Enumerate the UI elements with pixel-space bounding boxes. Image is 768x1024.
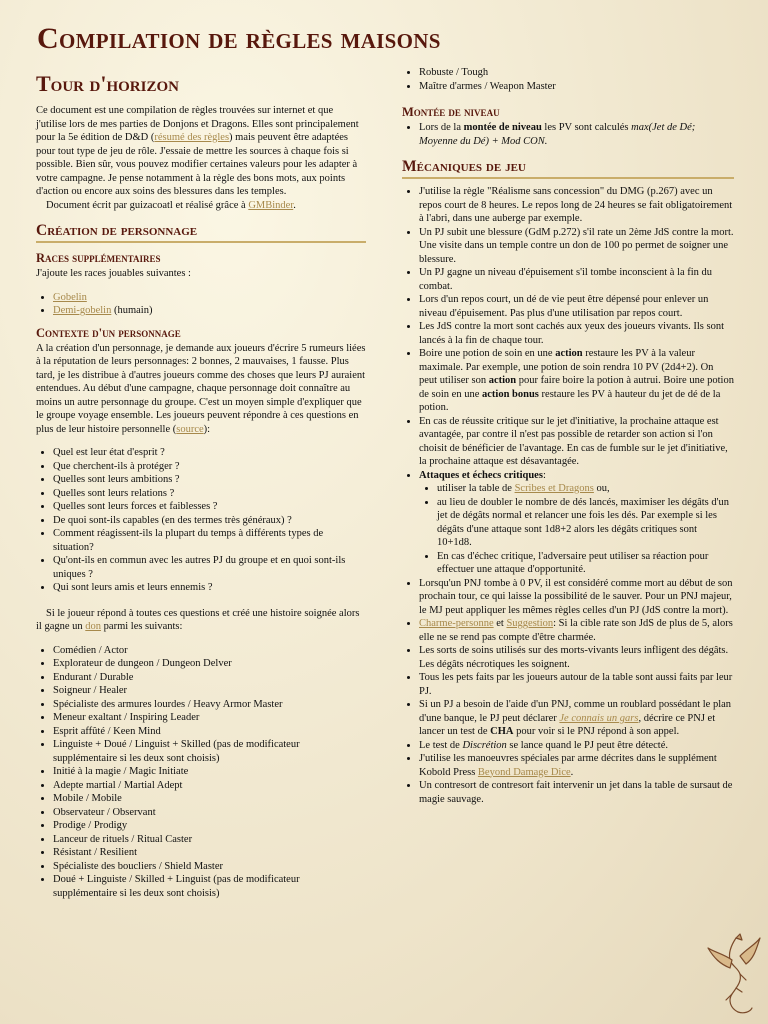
list-item: • Que cherchent-ils à protéger ? <box>53 460 366 474</box>
overview-heading: Tour d'horizon <box>36 71 179 96</box>
rules-summary-link[interactable]: résumé des règles <box>154 132 230 143</box>
list-item: • Esprit affûté / Keen Mind <box>53 725 366 739</box>
list-item: • Meneur exaltant / Inspiring Leader <box>53 711 366 725</box>
je-connais-un-gars-link[interactable]: Je connais un gars <box>559 712 639 724</box>
list-item: • Si un PJ a besoin de l'aide d'un PNJ, comme un roublard possédant le plan d'une banque, le PJ peut déclarer Je connais un gars, décrire ce PNJ et lancer un test de CHA pour voir si le PNJ répond à son appel. <box>419 698 734 739</box>
list-item: • Charme-personne et Suggestion: Si la cible rate son JdS de plus de 5, alors elle ne se rend pas compte d'être charmée. <box>419 617 734 644</box>
mechanics-heading: Mécaniques de jeu <box>402 158 734 179</box>
list-item: • Le test de Discrétion se lance quand le PJ peut être détecté. <box>419 739 734 753</box>
list-item: • Adepte martial / Martial Adept <box>53 779 366 793</box>
list-item: • Soigneur / Healer <box>53 684 366 698</box>
list-item: • Quel est leur état d'esprit ? <box>53 446 366 460</box>
don-link[interactable]: don <box>85 621 102 632</box>
left-column <box>36 66 366 904</box>
list-item: • au lieu de doubler le nombre de dés lancés, maximiser les dégâts d'un jet de dégâts normal et relancer une fois les dés. Par exemple si les dégâts d'une attaque sont 1d8+2 alors les dégâts critiques sont 10+1d8. <box>437 496 734 550</box>
context-paragraph: A la création d'un personnage, je demande aux joueurs d'écrire 5 rumeurs liées à la réputation de leurs personnages: 2 bonnes, 2 mauvaises, 1 fausse. Plus tard, je les distribue à d'autres joueurs comme des choses que leurs PJ auraient entendues. Au début d'une campagne, chaque personnage doit connaître au moins un autre personnage du groupe. C'est un moyen simple d'expliquer que le groupe voyage ensemble. Les joueurs peuvent répondre à ces questions en plus de leur histoire personnelle (source): <box>36 342 366 435</box>
gift-paragraph: Si le joueur répond à toutes ces questions et créé une histoire soignée alors il gagne un don parmi les suivants: <box>36 607 360 632</box>
list-item: • Lorsqu'un PNJ tombe à 0 PV, il est considéré comme mort au début de son prochain tour, ce qui laisse la possibilité de le sauver. Pour un PNJ majeur, le MJ peut appliquer les mêmes règles celles d'un PJ (JdS contre la mort). <box>419 577 734 618</box>
list-item: • Un PJ subit une blessure (GdM p.272) s'il rate un 2ème JdS contre la mort. Une visite dans un temple contre un don de 100 po permet de soigner une blessure. <box>419 226 734 267</box>
levelup-heading: Montée de niveau <box>402 105 500 119</box>
list-item: • Comment réagissent-ils la plupart du temps à différents types de situation? <box>53 527 366 554</box>
suggestion-link[interactable]: Suggestion <box>506 618 554 629</box>
list-item: • Un contresort de contresort fait intervenir un jet dans la table de sursaut de magie sauvage. <box>419 779 734 806</box>
author-paragraph: Document écrit par guizacoatl et réalisé grâce à GMBinder. <box>46 199 296 211</box>
mechanics-list <box>402 185 734 806</box>
source-link[interactable]: source <box>176 423 204 435</box>
feats-list <box>36 644 366 901</box>
list-item: • Lors de la montée de niveau les PV sont calculés max(Jet de Dé; Moyenne du Dé) + Mod CON. <box>419 121 734 148</box>
list-item: • De quoi sont-ils capables (en des termes très généraux) ? <box>53 514 366 528</box>
list-item: • Linguiste + Doué / Linguist + Skilled (pas de modificateur supplémentaire si les deux sont choisis) <box>53 738 366 765</box>
list-item: • Qui sont leurs amis et leurs ennemis ? <box>53 581 366 595</box>
list-item: • Robuste / Tough <box>419 66 734 80</box>
list-item: • Spécialiste des boucliers / Shield Master <box>53 860 366 874</box>
list-item: • Mobile / Mobile <box>53 792 366 806</box>
list-item: • Maître d'armes / Weapon Master <box>419 80 734 94</box>
list-item: • Initié à la magie / Magic Initiate <box>53 765 366 779</box>
gmbinder-link[interactable]: GMBinder <box>248 199 294 211</box>
gobelin-link[interactable]: Gobelin <box>53 291 87 303</box>
dragon-icon <box>706 930 762 1018</box>
races-heading: Races supplémentaires <box>36 251 161 265</box>
list-item: • J'utilise les manoeuvres spéciales par arme décrites dans le supplément Kobold Press Beyond Damage Dice. <box>419 752 734 779</box>
list-item: • Qu'ont-ils en commun avec les autres PJ du groupe et en quoi sont-ils uniques ? <box>53 554 366 581</box>
list-item: • utiliser la table de Scribes et Dragons ou, <box>437 482 734 496</box>
list-item: • Les JdS contre la mort sont cachés aux yeux des joueurs vivants. Ils sont lancés à la fin de chaque tour. <box>419 320 734 347</box>
charme-personne-link[interactable]: Charme-personne <box>419 618 494 629</box>
list-item: • Comédien / Actor <box>53 644 366 658</box>
creation-heading: Création de personnage <box>36 222 366 243</box>
list-item: • Lors d'un repos court, un dé de vie peut être dépensé pour enlever un niveau d'épuisement. Pas plus d'une utilisation par repos court. <box>419 293 734 320</box>
list-item: • Attaques et échecs critiques: • utiliser la table de Scribes et Dragons ou, • au lieu de doubler le nombre de dés lancés, maximiser les dégâts d'un jet de dégâts normal et relancer une fois les dés. Par exemple si les dégâts d'une attaque sont 1d8+2 alors les dégâts critiques sont 10+1d8. • En cas d'échec critique, l'adversaire peut utiliser sa réaction pour effectuer une attaque d'opportunité. <box>419 469 734 577</box>
demi-gobelin-link[interactable]: Demi-gobelin <box>53 305 112 316</box>
levelup-list <box>402 121 734 148</box>
list-item: • Demi-gobelin (humain) <box>53 304 366 318</box>
overview-paragraph: Ce document est une compilation de règles trouvées sur internet et que j'utilise lors de mes parties de Donjons et Dragons. Elles sont principalement pour la 5e édition de D&D (résumé des règles) mais peuvent être adaptées pour tout type de jeu de rôle. J'essaie de mettre les sources à chaque fois si possible. Bien sûr, vous pouvez modifier certaines valeurs pour les adapter à votre campagne. Je pense notamment à la règle des bons mots, aux points d'action ou encore aux soins des blessures dans les temples. <box>36 105 359 197</box>
list-item: • Endurant / Durable <box>53 671 366 685</box>
list-item: • J'utilise la règle "Réalisme sans concession" du DMG (p.267) avec un repos court de 8 heures. Le repos long de 24 heures se fait obligatoirement à l'abri, dans une auberge par exemple. <box>419 185 734 226</box>
list-item: • Tous les pets faits par les joueurs autour de la table sont aussi faits par leur PJ. <box>419 671 734 698</box>
list-item: • Doué + Linguiste / Skilled + Linguist (pas de modificateur supplémentaire si les deux sont choisis) <box>53 873 366 900</box>
right-column <box>402 66 734 810</box>
feats-list-continued <box>402 66 734 93</box>
list-item: • Prodige / Prodigy <box>53 819 366 833</box>
list-item: • Spécialiste des armures lourdes / Heavy Armor Master <box>53 698 366 712</box>
races-list <box>36 291 366 318</box>
list-item: • Quelles sont leurs forces et faiblesses ? <box>53 500 366 514</box>
list-item: • Résistant / Resilient <box>53 846 366 860</box>
beyond-damage-dice-link[interactable]: Beyond Damage Dice <box>477 766 571 778</box>
list-item: • Explorateur de dungeon / Dungeon Delver <box>53 657 366 671</box>
list-item: • Quelles sont leurs ambitions ? <box>53 473 366 487</box>
critical-sublist <box>419 482 734 577</box>
context-heading: Contexte d'un personnage <box>36 325 181 340</box>
list-item: • En cas d'échec critique, l'adversaire peut utiliser sa réaction pour effectuer une attaque d'opportunité. <box>437 550 734 577</box>
list-item: • Lanceur de rituels / Ritual Caster <box>53 833 366 847</box>
page-title: Compilation de règles maisons <box>37 22 441 55</box>
list-item: • Un PJ gagne un niveau d'épuisement s'il tombe inconscient à la fin du combat. <box>419 266 734 293</box>
list-item: • En cas de réussite critique sur le jet d'initiative, la prochaine attaque est avantagée, par contre il n'est pas possible de retarder son action si l'on choisit de bénéficier de l'avantage. En cas de fumble sur le jet d'initiative, la prochaine attaque est désavantagée. <box>419 415 734 469</box>
scribes-et-dragons-link[interactable]: Scribes et Dragons <box>514 483 594 494</box>
races-intro: J'ajoute les races jouables suivantes : <box>36 268 191 279</box>
list-item <box>53 291 366 305</box>
list-item: • Boire une potion de soin en une action restaure les PV à la valeur maximale. Par exemple, une potion de soin rendra 10 PV (2d4+2). On peut utiliser son action pour faire boire la potion à autrui. Boire une potion de soin en une action bonus restaure les PV à hauteur du jet de dé de la potion. <box>419 347 734 415</box>
list-item: • Quelles sont leurs relations ? <box>53 487 366 501</box>
questions-list <box>36 446 366 595</box>
list-item: • Observateur / Observant <box>53 806 366 820</box>
list-item: • Les sorts de soins utilisés sur des morts-vivants leurs infligent des dégâts. Les dégâts nécrotiques les soignent. <box>419 644 734 671</box>
